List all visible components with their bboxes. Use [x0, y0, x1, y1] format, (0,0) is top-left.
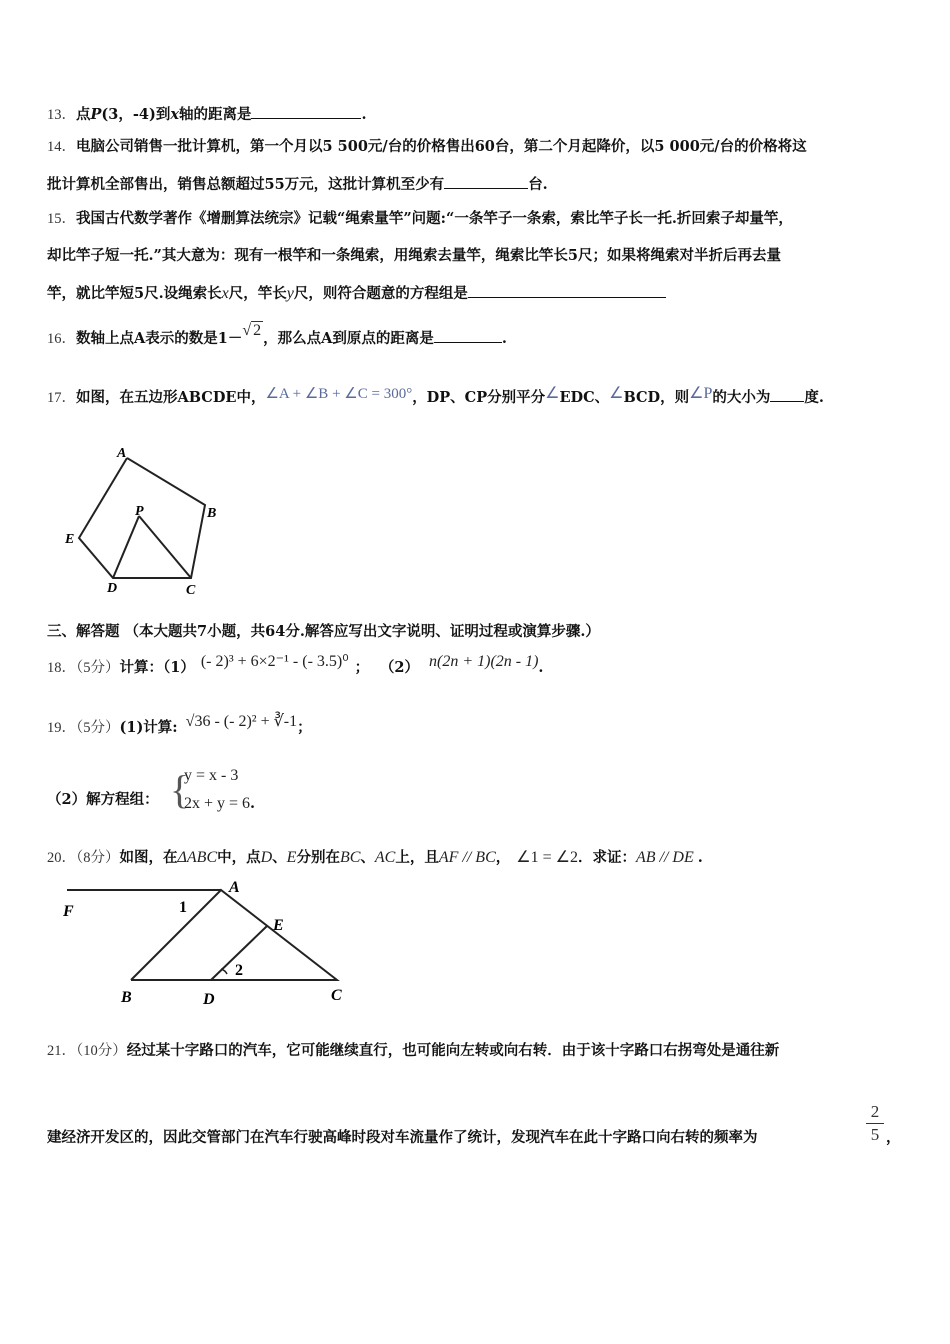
question-17: 17．如图，在五边形ABCDE中，∠A + ∠B + ∠C = 300°，DP、CP分别平分∠EDC、∠BCD，则∠P的大小为 度.	[47, 385, 824, 406]
pentagon-figure	[55, 440, 245, 600]
fraction-bar	[866, 1123, 884, 1124]
label-angle-2: 2	[235, 962, 243, 979]
question-15-line-2: 却比竿子短一托.”其大意为：现有一根竿和一条绳索，用绳索去量竿，绳索比竿长5尺；如果将绳索对半折后再去量	[47, 247, 781, 264]
question-number: 19．	[47, 720, 76, 736]
label-p: P	[135, 504, 144, 519]
label-d: D	[107, 581, 118, 596]
label-e: E	[273, 917, 284, 934]
label-e: E	[65, 532, 75, 547]
question-19-part-2: （2）解方程组：	[47, 791, 159, 808]
expression-1: (- 2)³ + 6×2⁻¹ - (- 3.5)⁰	[200, 653, 349, 670]
question-number: 15．	[47, 211, 76, 227]
equation-2: 2x + y = 6	[184, 795, 251, 812]
label-angle-1: 1	[179, 899, 187, 916]
question-number: 13．	[47, 107, 76, 123]
question-13: 13．点P(3，-4)到x轴的距离是 .	[47, 106, 367, 123]
equation-1: y = x - 3	[184, 767, 239, 784]
expression: √36 - (- 2)² + ∛-1	[185, 713, 298, 730]
question-number: 14．	[47, 139, 76, 155]
answer-blank[interactable]	[468, 283, 666, 298]
question-18: 18．（5分）计算：（1） (- 2)³ + 6×2⁻¹ - (- 3.5)⁰ ； （2） n(2n + 1)(2n - 1).	[47, 653, 544, 676]
question-number: 18．	[47, 660, 76, 676]
triangle-abc	[131, 890, 337, 980]
expression-2: n(2n + 1)(2n - 1)	[428, 653, 539, 670]
fraction	[866, 1102, 884, 1145]
label-b: B	[207, 506, 217, 521]
segment-cp	[139, 516, 191, 578]
question-number: 21．	[47, 1043, 76, 1059]
label-c: C	[186, 583, 196, 598]
angle-2-arc	[221, 969, 227, 974]
label-d: D	[203, 991, 215, 1008]
question-21-line-2: 建经济开发区的，因此交管部门在汽车行驶高峰时段对车流量作了统计，发现汽车在此十字路口向右转的频率为	[47, 1129, 758, 1146]
left-brace: {	[170, 767, 190, 812]
question-14: 14．电脑公司销售一批计算机，第一个月以5 500元/台的价格售出60台，第二个月起降价，以5 000元/台的价格将这	[47, 138, 807, 155]
answer-blank[interactable]	[444, 174, 528, 189]
question-15: 15．我国古代数学著作《增删算法统宗》记载“绳索量竿”问题:“一条竿子一条索，索比竿子长一托.折回索子却量竿，	[47, 210, 793, 227]
question-number: 17．	[47, 390, 76, 406]
question-number: 16．	[47, 331, 76, 347]
angle-sum-expression: ∠A + ∠B + ∠C = 300°	[265, 386, 413, 402]
label-f: F	[63, 903, 74, 920]
label-a: A	[229, 879, 240, 896]
question-15-line-3: 竿，就比竿短5尺.设绳索长x尺，竿长y尺，则符合题意的方程组是	[47, 283, 666, 304]
label-c: C	[331, 987, 342, 1004]
answer-blank[interactable]	[434, 328, 502, 343]
question-19: 19．（5分）(1)计算: √36 - (- 2)² + ∛-1；	[47, 713, 312, 736]
triangle-figure	[55, 878, 355, 1008]
question-14-line-2: 批计算机全部售出，销售总额超过55万元，这批计算机至少有 台.	[47, 176, 548, 193]
fraction-numerator: 2	[870, 1102, 880, 1121]
label-b: B	[121, 989, 132, 1006]
section-heading: 三、解答题 （本大题共7小题，共64分.解答应写出文字说明、证明过程或演算步骤.）	[47, 623, 600, 640]
label-a: A	[117, 446, 127, 461]
fraction-denominator: 5	[870, 1125, 880, 1144]
segment-dp	[113, 516, 139, 578]
equation-2-row: 2x + y = 6.	[184, 795, 256, 812]
answer-blank[interactable]	[251, 104, 361, 119]
question-number: 20．	[47, 850, 76, 866]
question-20: 20．（8分）如图，在ΔABC中，点D、E分别在BC、AC上，且AF // BC， ∠1 = ∠2．求证：AB // DE .	[47, 849, 703, 866]
answer-blank[interactable]	[770, 387, 804, 402]
trailing-comma: ，	[886, 1129, 901, 1146]
question-16: 16．数轴上点A表示的数是1－√ 2 ，那么点A到原点的距离是 .	[47, 322, 507, 347]
question-21: 21．（10分）经过某十字路口的汽车，它可能继续直行，也可能向左转或向右转．由于该十字路口右拐弯处是通往新	[47, 1042, 780, 1059]
